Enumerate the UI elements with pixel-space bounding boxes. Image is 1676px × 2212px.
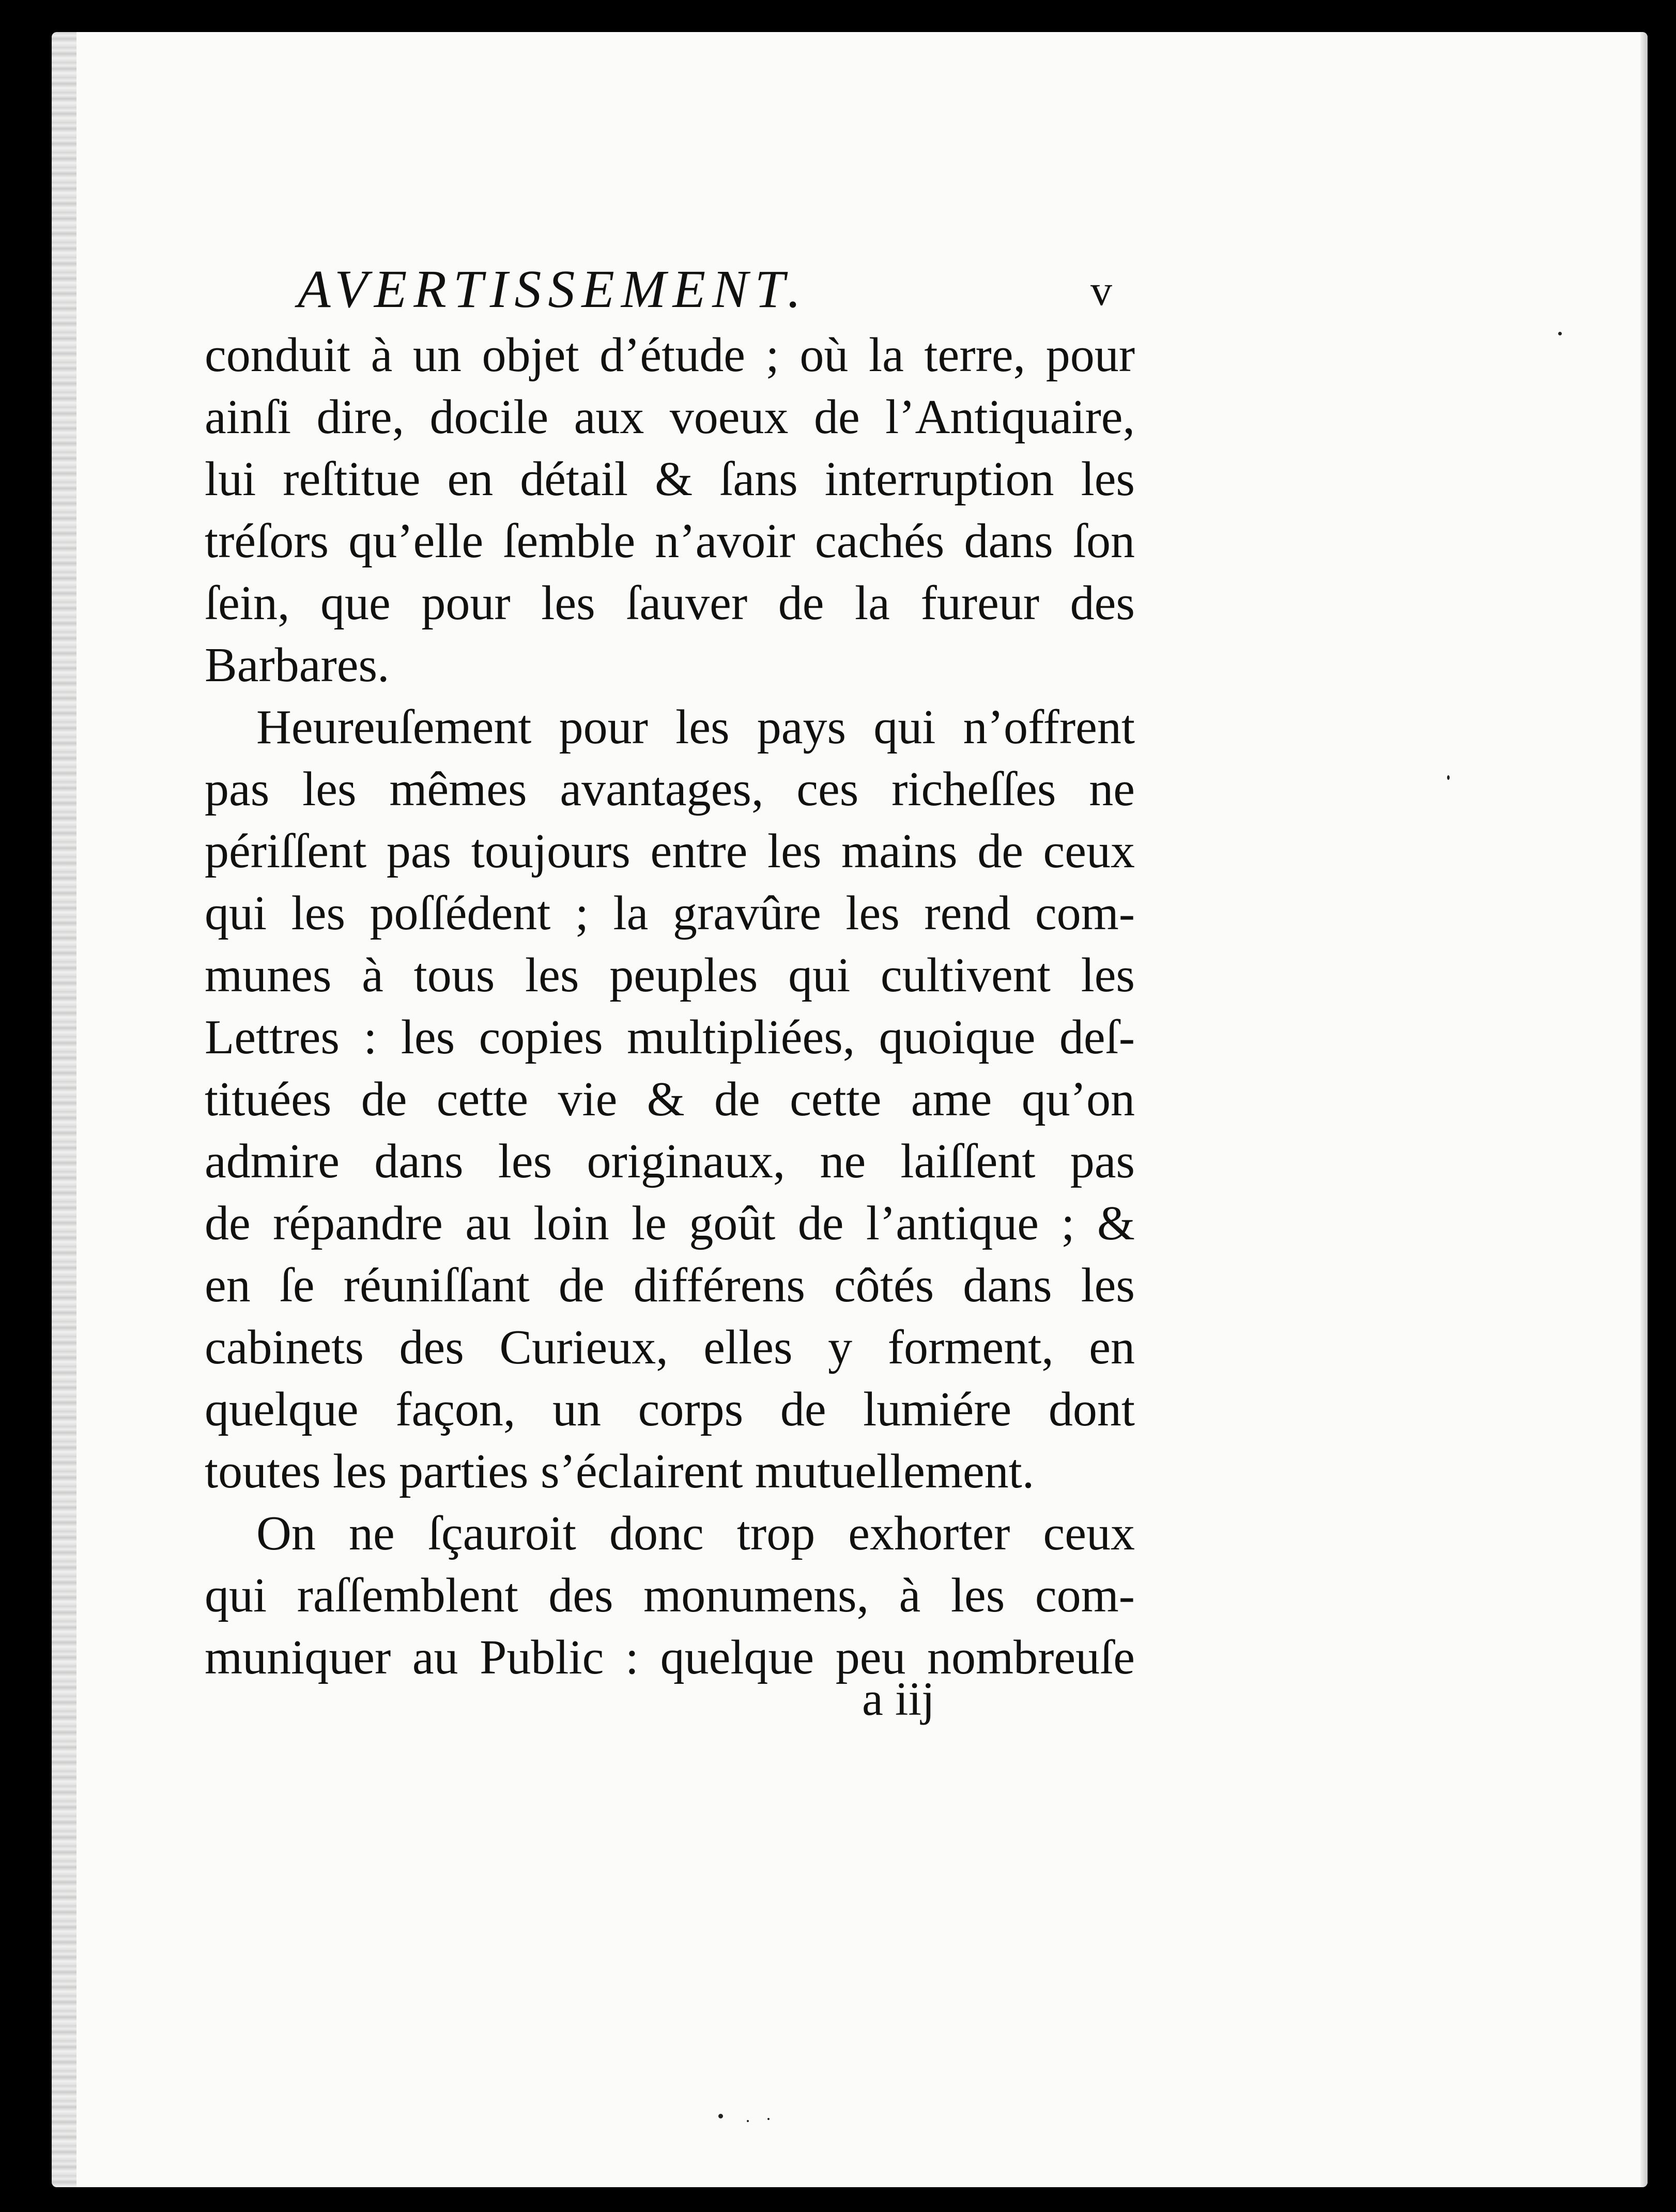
text-line: On ne ſçauroit donc trop exhorter ceux: [256, 1507, 1135, 1560]
text-line: muniquer au Public : quelque peu nombreuſe: [205, 1631, 1135, 1684]
signature-mark: a iij: [862, 1672, 935, 1725]
paper-speck: [1558, 332, 1562, 335]
text-line: munes à tous les peuples qui cultivent les: [205, 948, 1135, 1002]
book-page: [52, 32, 1648, 2187]
text-line: en ſe réuniſſant de différens côtés dans les: [205, 1258, 1135, 1312]
text-line: périſſent pas toujours entre les mains de ceux: [205, 824, 1135, 878]
page-number: v: [1090, 267, 1112, 315]
text-line: qui les poſſédent ; la gravûre les rend com-: [205, 886, 1135, 940]
text-line: admire dans les originaux, ne laiſſent pas: [205, 1134, 1135, 1188]
page-edge-shadow: [52, 32, 76, 2187]
text-line: toutes les parties s’éclairent mutuellement.: [205, 1445, 1035, 1498]
text-line: cabinets des Curieux, elles y forment, en: [205, 1320, 1135, 1374]
text-line: qui raſſemblent des monumens, à les com-: [205, 1569, 1135, 1622]
text-line: de répandre au loin le goût de l’antique ; &: [205, 1196, 1135, 1250]
text-line: ainſi dire, docile aux voeux de l’Antiquaire,: [205, 390, 1135, 444]
text-line: conduit à un objet d’étude ; où la terre, pour: [205, 328, 1135, 382]
page-edge-shadow-right: [1640, 32, 1648, 2187]
paper-speck: [718, 2114, 723, 2118]
paper-speck: [767, 2118, 770, 2120]
paper-speck: [1447, 775, 1450, 780]
text-line: Lettres : les copies multipliées, quoique deſ-: [205, 1010, 1135, 1064]
text-line: ſein, que pour les ſauver de la fureur des: [205, 576, 1135, 630]
running-head: [52, 258, 1648, 320]
text-line: Barbares.: [205, 638, 390, 692]
text-line: pas les mêmes avantages, ces richeſſes ne: [205, 762, 1135, 816]
text-line: tréſors qu’elle ſemble n’avoir cachés dans ſon: [205, 514, 1135, 568]
body-text: [205, 324, 1135, 1688]
text-line: Heureuſement pour les pays qui n’offrent: [256, 700, 1135, 754]
paper-speck: [747, 2120, 749, 2122]
text-line: tituées de cette vie & de cette ame qu’on: [205, 1072, 1135, 1126]
running-title: AVERTISSEMENT.: [298, 259, 808, 319]
text-line: quelque façon, un corps de lumiére dont: [205, 1382, 1135, 1436]
text-line: lui reſtitue en détail & ſans interruption les: [205, 452, 1135, 506]
